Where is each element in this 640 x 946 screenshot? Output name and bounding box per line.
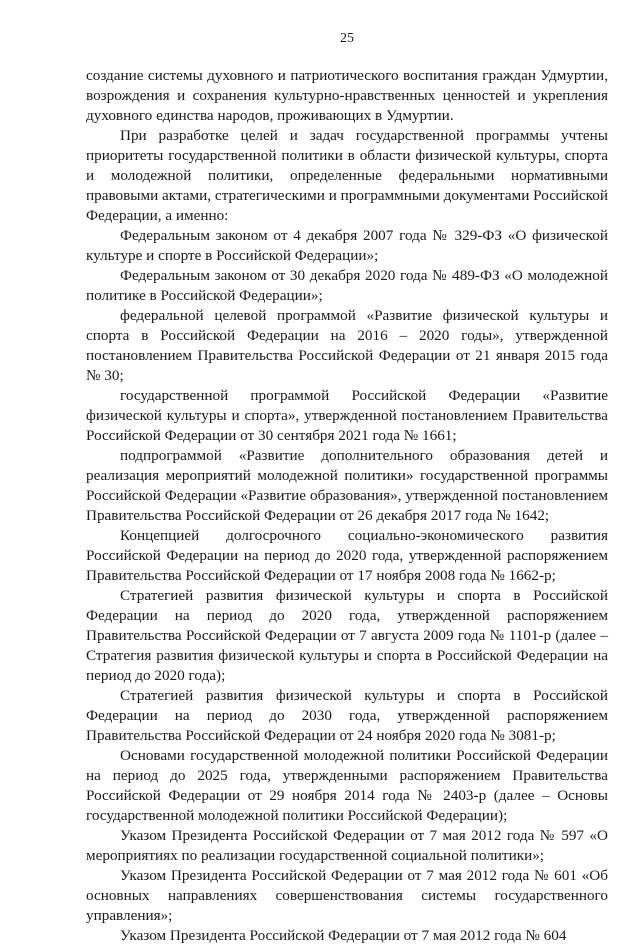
paragraph-priorities-intro: При разработке целей и задач государственной программы учтены приоритеты государственной политики в области физической культуры, спорта и молодежной политики, определенные федеральными нормативными правовыми актами, стратегическими и программными документами Российской Федерации, а именно:	[86, 127, 608, 224]
paragraph-decree-604: Указом Президента Российской Федерации от 7 мая 2012 года № 604	[120, 927, 567, 944]
paragraph-law-489-fz: Федеральным законом от 30 декабря 2020 года № 489-ФЗ «О молодежной политике в Российской Федерации»;	[86, 267, 608, 304]
paragraph-strategy-2020: Стратегией развития физической культуры и спорта в Российской Федерации на период до 2020 года, утвержденной распоряжением Правительства Российской Федерации от 7 августа 2009 года № 1101-р (далее – Стратегия развития физической культуры и спорта в Российской Федерации на период до 2020 года);	[86, 587, 608, 684]
paragraph-decree-601: Указом Президента Российской Федерации от 7 мая 2012 года № 601 «Об основных направлениях совершенствования системы государственного управления»;	[86, 867, 608, 924]
document-body	[86, 66, 608, 946]
paragraph-federal-target-program: федеральной целевой программой «Развитие физической культуры и спорта в Российской Федерации на 2016 – 2020 годы», утвержденной постановлением Правительства Российской Федерации от 21 января 2015 года № 30;	[86, 307, 608, 384]
paragraph-youth-policy-basics: Основами государственной молодежной политики Российской Федерации на период до 2025 года, утвержденными распоряжением Правительства Российской Федерации от 29 ноября 2014 года № 2403-р (далее – Основы государственной молодежной политики Российской Федерации);	[86, 747, 608, 824]
paragraph-long-term-concept: Концепцией долгосрочного социально-экономического развития Российской Федерации на период до 2020 года, утвержденной распоряжением Правительства Российской Федерации от 17 ноября 2008 года № 1662-р;	[86, 527, 608, 584]
page-number: 25	[340, 31, 354, 46]
paragraph-continuation: создание системы духовного и патриотического воспитания граждан Удмуртии, возрождения и сохранения культурно-нравственных ценностей и укрепления духовного единства народов, проживающих в Удмуртии.	[86, 67, 608, 124]
paragraph-strategy-2030: Стратегией развития физической культуры и спорта в Российской Федерации на период до 2030 года, утвержденной распоряжением Правительства Российской Федерации от 24 ноября 2020 года № 3081-р;	[86, 687, 608, 744]
paragraph-law-329-fz: Федеральным законом от 4 декабря 2007 года № 329-ФЗ «О физической культуре и спорте в Российской Федерации»;	[86, 227, 608, 264]
paragraph-decree-597: Указом Президента Российской Федерации от 7 мая 2012 года № 597 «О мероприятиях по реализации государственной социальной политики»;	[86, 827, 608, 864]
paragraph-subprogram-education: подпрограммой «Развитие дополнительного образования детей и реализация мероприятий молодежной политики» государственной программы Российской Федерации «Развитие образования», утвержденной постановлением Правительства Российской Федерации от 26 декабря 2017 года № 1642;	[86, 447, 608, 524]
paragraph-state-program-sport: государственной программой Российской Федерации «Развитие физической культуры и спорта», утвержденной постановлением Правительства Российской Федерации от 30 сентября 2021 года № 1661;	[86, 387, 608, 444]
